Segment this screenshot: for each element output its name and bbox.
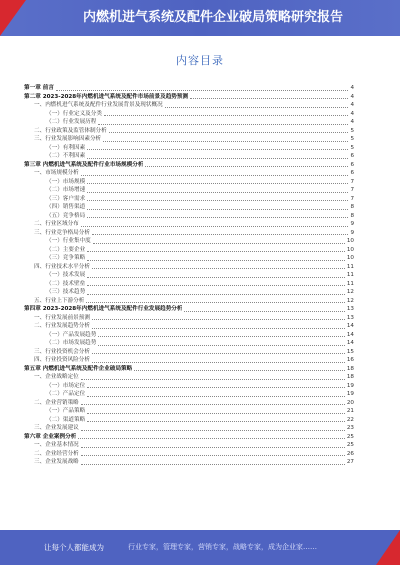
toc-entry[interactable] (24, 348, 354, 357)
toc-entry[interactable] (24, 288, 354, 297)
toc-leader-dots (87, 387, 345, 388)
toc-entry-page: 4 (350, 85, 354, 91)
toc-entry-page: 14 (346, 331, 354, 338)
toc-entry-label: （一）有利因素 (46, 144, 86, 151)
toc-leader-dots (87, 413, 345, 414)
toc-entry-page: 23 (346, 425, 354, 431)
toc-entry-label: （二）不利因素 (46, 153, 86, 159)
footer-accent (376, 530, 400, 565)
toc-entry-page: 4 (350, 119, 354, 125)
footer-tagline: 行业专家，管理专家，营销专家，战略专家，成为企业家…… (128, 543, 317, 551)
toc-leader-dots (87, 192, 348, 193)
toc-entry[interactable] (24, 271, 354, 280)
toc-leader-dots (87, 251, 345, 252)
toc-entry-page: 5 (350, 136, 354, 142)
toc-entry-page: 18 (346, 374, 354, 380)
toc-entry-label: 四、行业投资风险分析 (34, 357, 90, 363)
footer-slogan: 让每个人都能成为 (44, 543, 104, 552)
toc-leader-dots (87, 183, 348, 184)
toc-entry[interactable] (24, 195, 354, 204)
toc-leader-dots (87, 158, 348, 159)
toc-entry-page: 11 (346, 280, 354, 287)
toc-leader-dots (87, 285, 345, 286)
toc-entry-label: 三、行业投资机会分析 (34, 348, 90, 355)
toc-leader-dots (98, 124, 348, 125)
toc-entry[interactable] (24, 441, 354, 450)
toc-leader-dots (93, 243, 345, 244)
toc-entry[interactable] (24, 178, 354, 187)
toc-entry-label: （一）行业定义及分类 (46, 110, 102, 117)
toc-leader-dots (98, 336, 345, 337)
toc-entry-page: 25 (346, 442, 354, 448)
toc-entry-label: （一）技术发展 (46, 272, 86, 278)
toc-leader-dots (81, 226, 349, 227)
toc-entry-label: 一、市场规模分析 (34, 170, 79, 176)
toc-entry-label: （一）产品策略 (46, 408, 86, 414)
toc-entry-page: 6 (350, 153, 354, 159)
toc-entry-page: 7 (350, 178, 354, 185)
toc-leader-dots (87, 200, 348, 201)
toc-entry-label: 三、企业发展建议 (34, 425, 79, 431)
toc-entry-label: （一）市场定位 (46, 382, 86, 389)
toc-entry-label: （二）行业发展历程 (46, 119, 97, 125)
toc-entry-page: 12 (346, 297, 354, 304)
toc-title: 内容目录 (176, 54, 224, 67)
toc-entry[interactable] (24, 322, 354, 331)
toc-entry-page: 5 (350, 144, 354, 151)
toc-entry[interactable] (24, 373, 354, 382)
toc-entry-label: 二、行业区域分布 (34, 221, 79, 227)
toc-entry-page: 25 (346, 433, 354, 440)
toc-entry[interactable] (24, 314, 354, 323)
footer-banner (0, 530, 400, 565)
toc-leader-dots (87, 294, 345, 295)
toc-leader-dots (184, 311, 344, 312)
toc-entry-label: 一、企业基本情况 (34, 442, 79, 448)
toc-leader-dots (92, 234, 348, 235)
toc-leader-dots (98, 345, 345, 346)
toc-entry[interactable] (24, 101, 354, 110)
toc-entry[interactable] (24, 144, 354, 153)
toc-leader-dots (92, 362, 345, 363)
toc-entry-page: 14 (346, 323, 354, 329)
toc-entry-page: 4 (350, 110, 354, 117)
toc-entry[interactable] (24, 280, 354, 289)
toc-leader-dots (145, 166, 348, 167)
toc-entry-page: 13 (346, 314, 354, 321)
toc-entry-label: （一）产品发展趋势 (46, 331, 97, 338)
toc-entry[interactable] (24, 458, 354, 467)
toc-leader-dots (86, 302, 345, 303)
toc-entry-page: 18 (346, 365, 354, 372)
toc-leader-dots (92, 353, 345, 354)
toc-entry[interactable] (24, 110, 354, 119)
toc-entry-page: 26 (346, 450, 354, 457)
toc-entry-label: 第一章 前言 (24, 85, 54, 91)
toc-entry[interactable] (24, 424, 354, 433)
toc-entry-page: 9 (350, 221, 354, 227)
toc-entry-label: （三）技术趋势 (46, 289, 86, 295)
toc-leader-dots (165, 107, 349, 108)
toc-entry[interactable] (24, 450, 354, 459)
toc-entry[interactable] (24, 390, 354, 399)
toc-entry[interactable] (24, 382, 354, 391)
toc-entry[interactable] (24, 161, 354, 170)
toc-entry-label: 二、企业经营分析 (34, 450, 79, 457)
toc-entry-label: （一）行业集中度 (46, 238, 91, 244)
toc-entry[interactable] (24, 220, 354, 229)
toc-entry-page: 7 (350, 187, 354, 193)
toc-entry[interactable] (24, 135, 354, 144)
toc-entry-label: 一、企业战略定位 (34, 374, 79, 380)
toc-entry-label: 三、行业竞争格局分析 (34, 229, 90, 236)
toc-entry[interactable] (24, 186, 354, 195)
toc-entry-label: 四、行业技术水平分析 (34, 263, 90, 270)
toc-leader-dots (81, 430, 345, 431)
toc-entry-page: 4 (350, 93, 354, 100)
toc-entry-page: 9 (350, 229, 354, 236)
toc-entry[interactable] (24, 339, 354, 348)
toc-entry[interactable] (24, 237, 354, 246)
toc-entry[interactable] (24, 203, 354, 212)
toc-entry-label: 三、企业发展战略 (34, 459, 79, 465)
toc-entry-page: 6 (350, 170, 354, 176)
toc-leader-dots (104, 115, 348, 116)
toc-entry-label: 二、行业发展趋势分析 (34, 323, 90, 329)
toc-leader-dots (87, 396, 345, 397)
toc-entry-label: （二）产品定位 (46, 391, 86, 397)
toc-entry-label: 一、内燃机进气系统及配件行业发展背景及现状概况 (34, 102, 163, 108)
toc-entry[interactable] (24, 169, 354, 178)
toc-entry-label: 第三章 内燃机进气系统及配件行业市场规模分析 (24, 161, 144, 168)
toc-entry-label: 第五章 内燃机进气系统及配件企业破局策略 (24, 365, 133, 372)
toc-leader-dots (92, 268, 345, 269)
toc-leader-dots (81, 464, 345, 465)
toc-leader-dots (92, 319, 345, 320)
toc-entry-page: 8 (350, 204, 354, 210)
toc-entry-page: 11 (346, 263, 354, 270)
toc-entry[interactable] (24, 84, 354, 93)
toc-leader-dots (81, 175, 349, 176)
toc-leader-dots (134, 370, 345, 371)
toc-entry[interactable] (24, 416, 354, 425)
toc-entry[interactable] (24, 407, 354, 416)
toc-entry-page: 10 (346, 246, 354, 253)
toc-entry[interactable] (24, 229, 354, 238)
toc-entry[interactable] (24, 399, 354, 408)
toc-entry-page: 7 (350, 195, 354, 202)
toc-entry-label: 第六章 企业案例分析 (24, 433, 77, 440)
toc-entry[interactable] (24, 246, 354, 255)
toc-entry-label: 二、企业营销策略 (34, 399, 79, 406)
toc-entry-page: 4 (350, 102, 354, 108)
toc-entry-page: 15 (346, 348, 354, 355)
toc-entry[interactable] (24, 254, 354, 263)
header-banner (0, 0, 400, 36)
toc-entry-page: 20 (346, 399, 354, 406)
toc-entry-page: 22 (346, 416, 354, 423)
toc-leader-dots (190, 98, 348, 99)
toc-entry-page: 6 (350, 161, 354, 168)
toc-leader-dots (92, 328, 345, 329)
toc-entry[interactable] (24, 127, 354, 136)
toc-entry-label: 三、行业发展影响因素分析 (34, 136, 102, 142)
toc-entry-label: （二）市场增速 (46, 187, 86, 193)
toc-entry[interactable] (24, 212, 354, 221)
toc-entry-label: （一）市场规模 (46, 178, 86, 185)
toc-leader-dots (78, 438, 345, 439)
toc-entry[interactable] (24, 118, 354, 127)
table-of-contents (24, 84, 354, 467)
toc-entry-label: 第四章 2023-2028年内燃机进气系统及配件行业发展趋势分析 (24, 306, 183, 312)
toc-entry-label: 一、行业发展前景预测 (34, 314, 90, 321)
toc-leader-dots (87, 209, 348, 210)
toc-entry-label: 第二章 2023-2028年内燃机进气系统及配件市场前景及趋势预测 (24, 93, 189, 100)
toc-entry-label: （二）主要企业 (46, 246, 86, 253)
toc-entry-label: （三）客户需求 (46, 195, 86, 202)
toc-leader-dots (81, 447, 345, 448)
toc-entry-label: （五）竞争格局 (46, 212, 86, 219)
toc-entry-page: 27 (346, 459, 354, 465)
toc-entry-page: 19 (346, 391, 354, 397)
toc-entry[interactable] (24, 263, 354, 272)
toc-entry-label: （二）技术壁垒 (46, 280, 86, 287)
toc-entry-label: （四）销售渠道 (46, 204, 86, 210)
toc-leader-dots (87, 421, 345, 422)
toc-entry-page: 12 (346, 289, 354, 295)
toc-entry-label: （二）市场发展趋势 (46, 340, 97, 346)
toc-entry-label: 二、行业政策及监管体制分析 (34, 127, 107, 134)
toc-entry-page: 10 (346, 255, 354, 261)
toc-entry[interactable] (24, 365, 354, 374)
toc-leader-dots (87, 260, 345, 261)
banner-accent (0, 0, 26, 36)
toc-leader-dots (103, 141, 348, 142)
toc-entry[interactable] (24, 331, 354, 340)
toc-leader-dots (87, 277, 345, 278)
toc-entry-page: 11 (346, 272, 354, 278)
toc-entry-page: 16 (346, 357, 354, 363)
toc-entry-page: 13 (346, 306, 354, 312)
toc-leader-dots (56, 90, 349, 91)
toc-entry-page: 5 (350, 127, 354, 134)
toc-leader-dots (81, 379, 345, 380)
toc-leader-dots (87, 217, 348, 218)
toc-leader-dots (81, 404, 345, 405)
toc-leader-dots (109, 132, 349, 133)
toc-entry-page: 19 (346, 382, 354, 389)
toc-entry[interactable] (24, 93, 354, 102)
toc-entry-page: 10 (346, 238, 354, 244)
toc-entry-label: （三）竞争策略 (46, 255, 86, 261)
toc-entry[interactable] (24, 433, 354, 442)
toc-entry[interactable] (24, 152, 354, 161)
toc-entry-page: 14 (346, 340, 354, 346)
toc-entry-label: （二）渠道策略 (46, 416, 86, 423)
toc-entry[interactable] (24, 356, 354, 365)
report-title: 内燃机进气系统及配件企业破局策略研究报告 (82, 10, 343, 25)
toc-entry-page: 8 (350, 212, 354, 219)
toc-entry-page: 21 (346, 408, 354, 414)
toc-leader-dots (81, 455, 345, 456)
toc-entry[interactable] (24, 297, 354, 306)
toc-leader-dots (87, 149, 348, 150)
toc-entry[interactable] (24, 305, 354, 314)
toc-entry-label: 五、行业上下游分析 (34, 297, 85, 304)
